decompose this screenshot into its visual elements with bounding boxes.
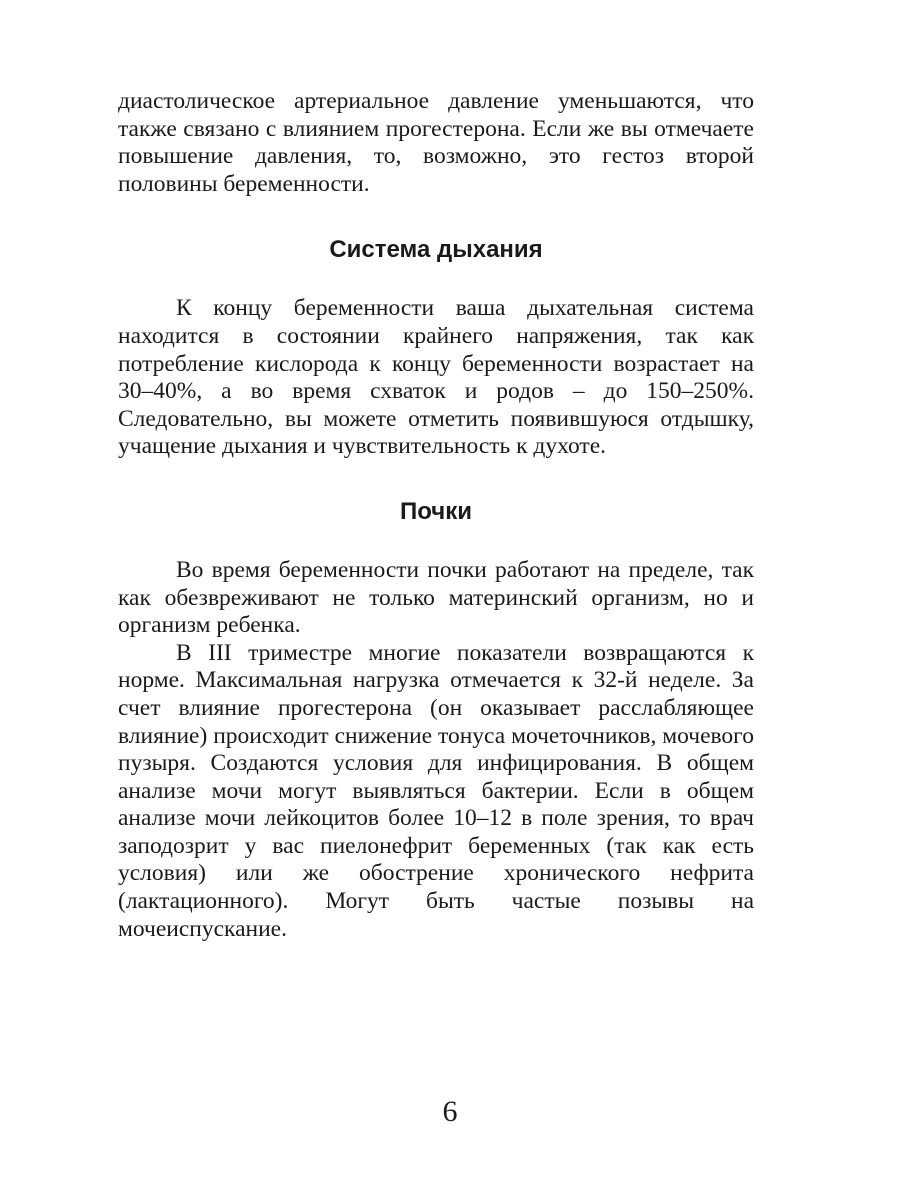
kidneys-paragraph-1: Во время беременности почки работают на пределе, так как обезвреживают не только материнский организм, но и организм ребенка. xyxy=(118,556,754,639)
page-number: 6 xyxy=(442,1095,458,1128)
kidneys-paragraph-2: В III триместре многие показатели возвращаются к норме. Максимальная нагрузка отмечается к 32-й неделе. За счет влияние прогестерона (он оказывает расслабляющее влияние) происходит снижение тонуса мочеточников, мочевого пузыря. Создаются условия для инфицирования. В общем анализе мочи могут выявляться бактерии. Если в общем анализе мочи лейкоцитов более 10–12 в поле зрения, то врач заподозрит у вас пиелонефрит беременных (так как есть условия) или же обострение хронического нефрита (лактационного). Могут быть частые позывы на мочеиспускание. xyxy=(118,639,754,942)
section-heading-breathing: Система дыхания xyxy=(329,236,543,264)
page-body xyxy=(118,88,754,943)
breathing-paragraph: К концу беременности ваша дыхательная система находится в состоянии крайнего напряжения, так как потребление кислорода к концу беременности возрастает на 30–40%, а во время схваток и родов – до 150–250%. Следовательно, вы можете отметить появившуюся отдышку, учащение дыхания и чувствительность к духоте. xyxy=(118,295,754,460)
intro-paragraph: диастолическое артериальное давление уменьшаются, что также связано с влиянием прогестерона. Если же вы отмечаете повышение давления, то, возможно, это гестоз второй половины беременности. xyxy=(118,88,754,197)
section-heading-kidneys: Почки xyxy=(399,497,472,525)
